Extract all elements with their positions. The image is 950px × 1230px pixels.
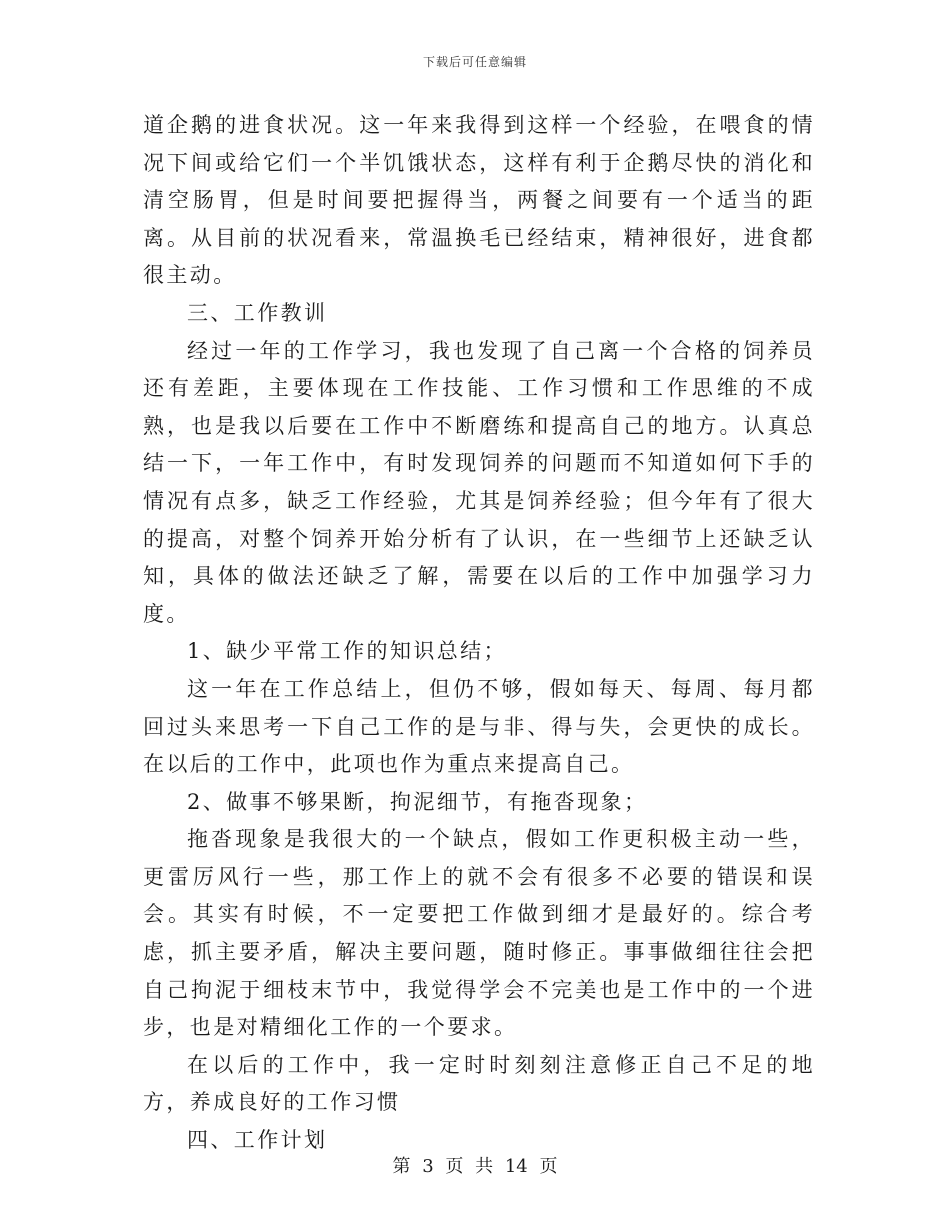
page-number: 第 3 页 共 14 页 bbox=[392, 1156, 558, 1177]
subheading-knowledge-summary: 1、缺少平常工作的知识总结； bbox=[187, 639, 507, 664]
subheading-decisiveness: 2、做事不够果断，拘泥细节，有拖沓现象； bbox=[187, 789, 648, 814]
section-heading-work-plan: 四、工作计划 bbox=[187, 1128, 328, 1153]
paragraph-decisiveness: 拖沓现象是我很大的一个缺点，假如工作更积极主动一些，更雷厉风行一些，那工作上的就不会有很多不必要的错误和误会。其实有时候，不一定要把工作做到细才是最好的。综合考虑，抓主要矛盾，解决主要问题，随时修正。事事做细往往会把自己拘泥于细枝末节中，我觉得学会不完美也是工作中的一个进步，也是对精细化工作的一个要求。 bbox=[143, 827, 815, 1040]
paragraph-knowledge-summary: 这一年在工作总结上，但仍不够，假如每天、每周、每月都回过头来思考一下自己工作的是与非、得与失，会更快的成长。在以后的工作中，此项也作为重点来提高自己。 bbox=[143, 676, 815, 777]
paragraph-lessons-intro: 经过一年的工作学习，我也发现了自己离一个合格的饲养员还有差距，主要体现在工作技能、工作习惯和工作思维的不成熟，也是我以后要在工作中不断磨练和提高自己的地方。认真总结一下，一年工作中，有时发现饲养的问题而不知道如何下手的情况有点多，缺乏工作经验，尤其是饲养经验；但今年有了很大的提高，对整个饲养开始分析有了认识，在一些细节上还缺乏认知，具体的做法还缺乏了解，需要在以后的工作中加强学习力度。 bbox=[143, 338, 815, 626]
document-body bbox=[143, 107, 815, 1160]
header-note: 下载后可任意编辑 bbox=[422, 55, 527, 69]
paragraph-future-habits: 在以后的工作中，我一定时时刻刻注意修正自己不足的地方，养成良好的工作习惯 bbox=[143, 1052, 815, 1115]
paragraph-penguin-feeding: 道企鹅的进食状况。这一年来我得到这样一个经验，在喂食的情况下间或给它们一个半饥饿状态，这样有利于企鹅尽快的消化和清空肠胃，但是时间要把握得当，两餐之间要有一个适当的距离。从目前的状况看来，常温换毛已经结束，精神很好，进食都很主动。 bbox=[143, 113, 815, 288]
section-heading-lessons: 三、工作教训 bbox=[187, 300, 328, 325]
